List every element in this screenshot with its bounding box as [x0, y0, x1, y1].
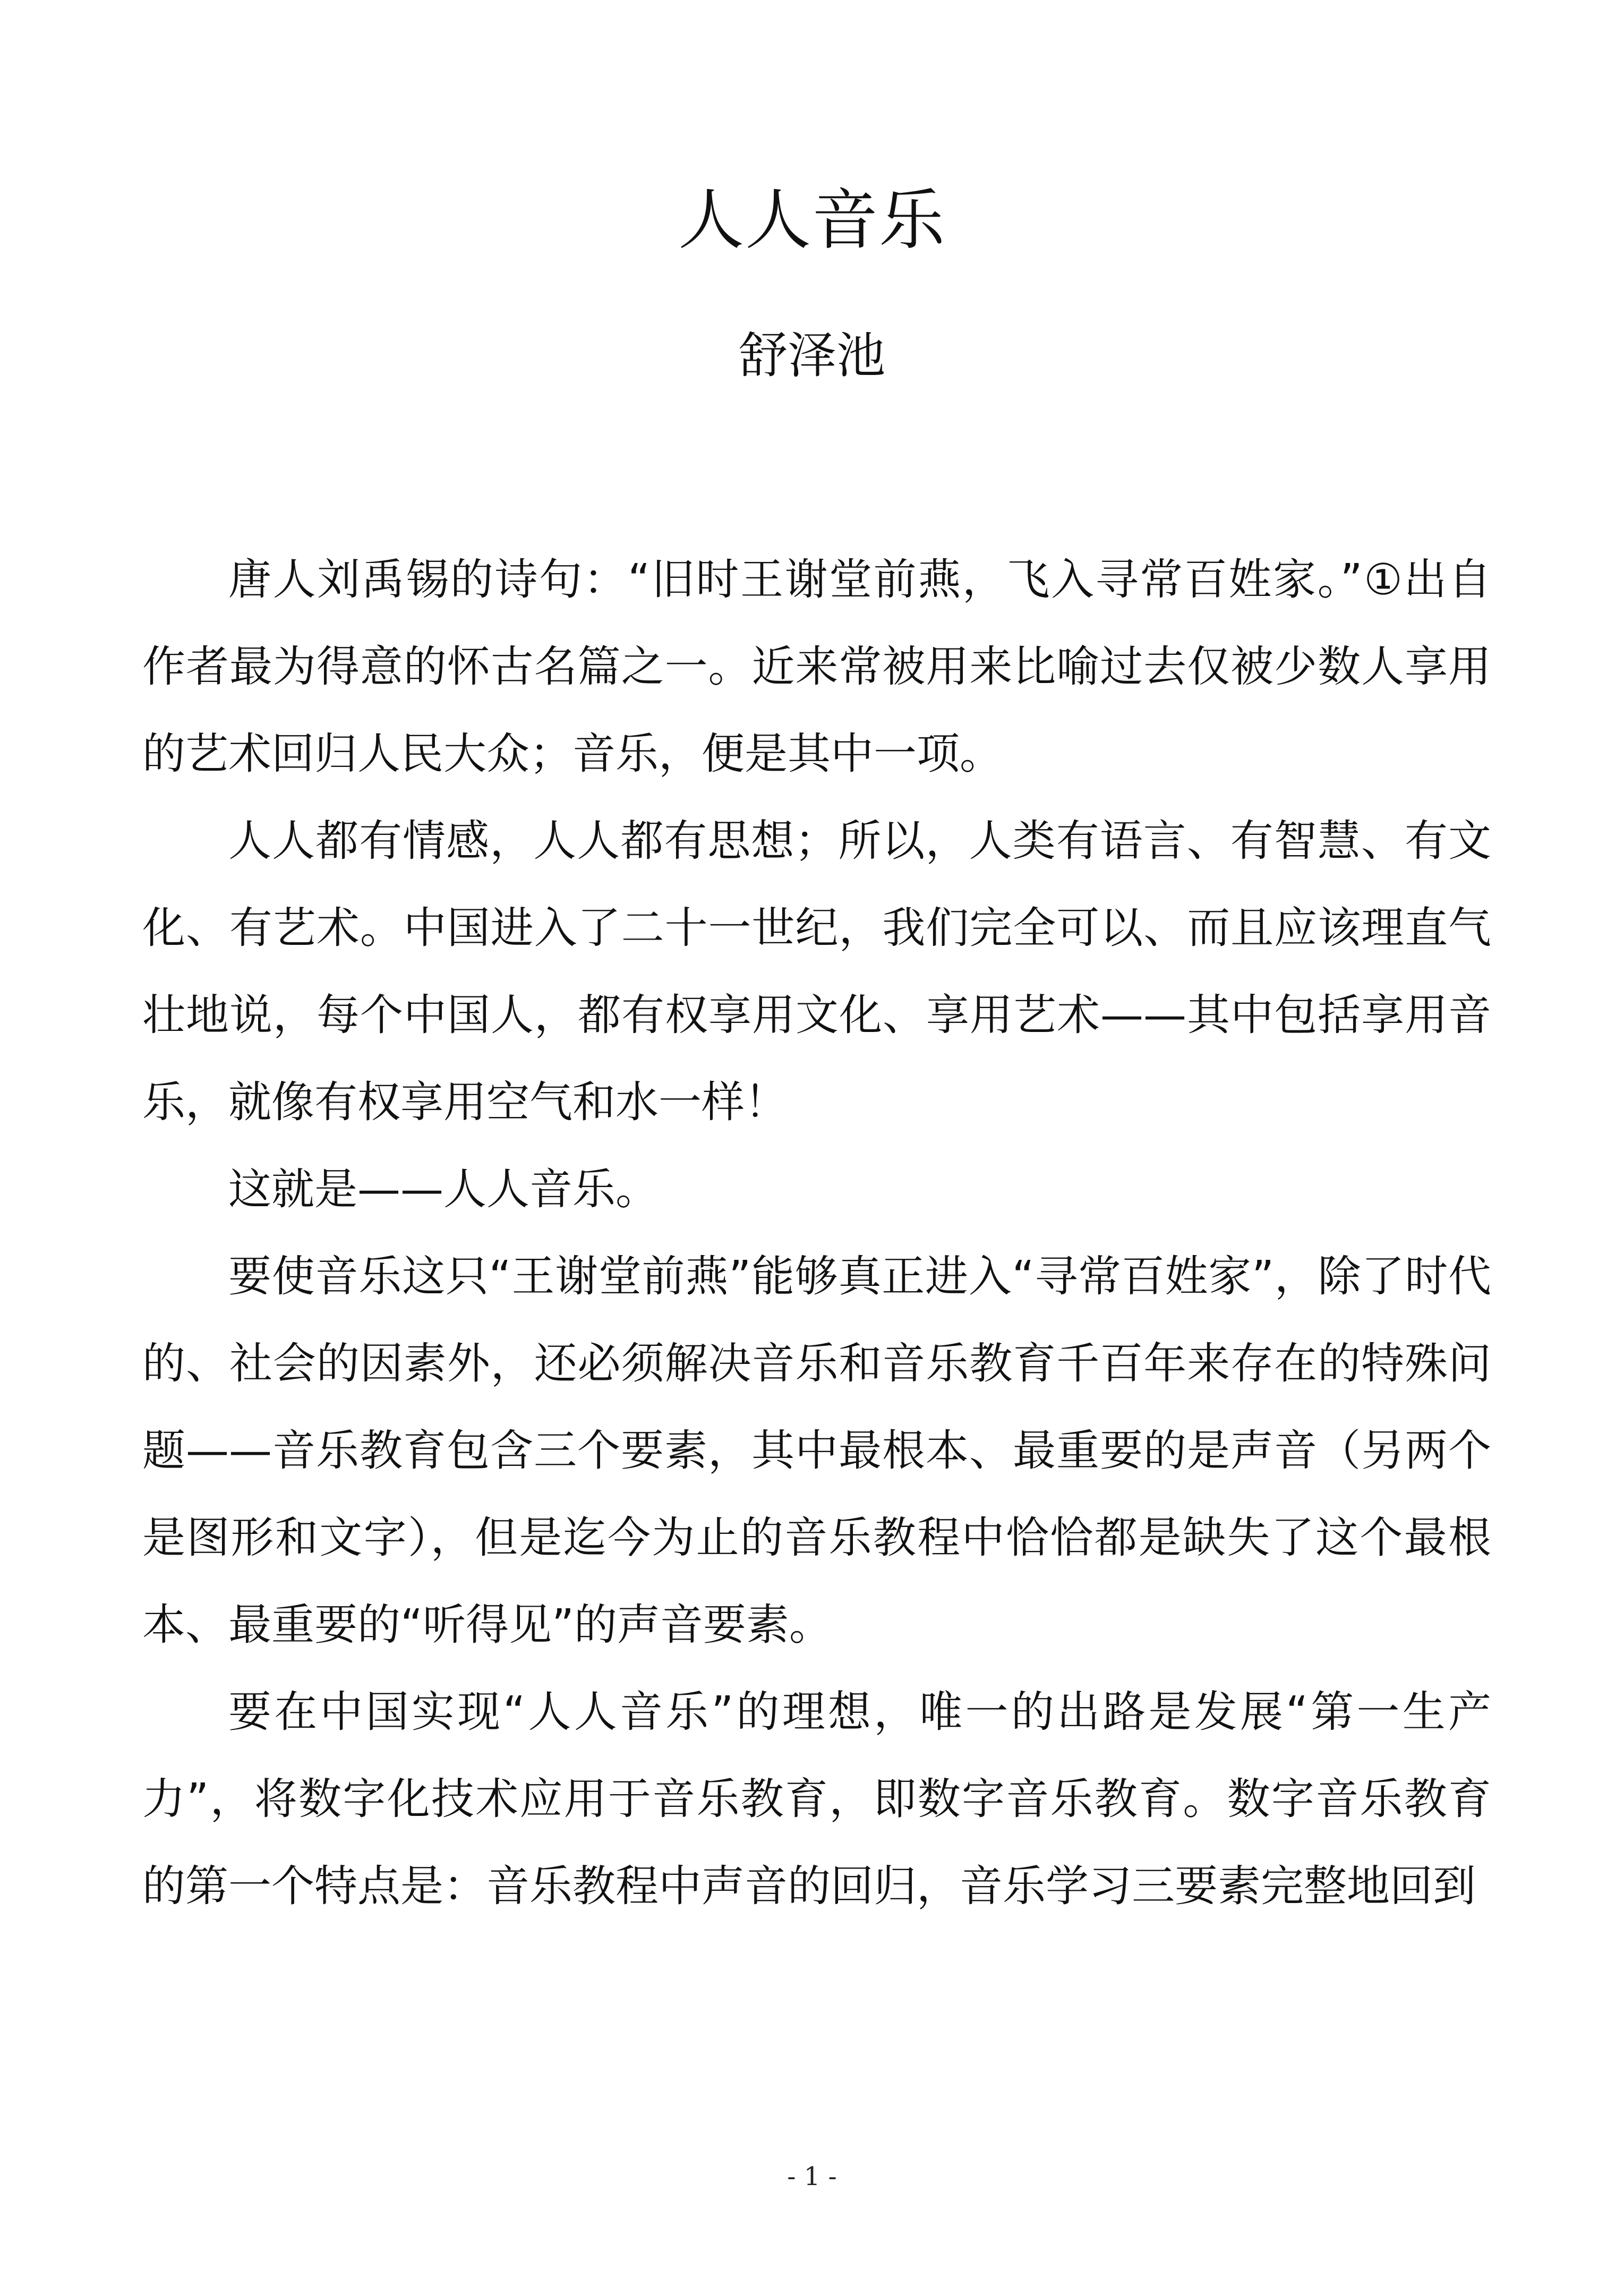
paragraph: 人人都有情感，人人都有思想；所以，人类有语言、有智慧、有文化、有艺术。中国进入了二十一世纪，我们完全可以、而且应该理直气壮地说，每个中国人，都有权享用文化、享用艺术——其中包括享用音乐，就像有权享用空气和水一样！	[142, 816, 1491, 1128]
paragraph: 唐人刘禹锡的诗句：“旧时王谢堂前燕，飞入寻常百姓家。”①出自作者最为得意的怀古名篇之一。近来常被用来比喻过去仅被少数人享用的艺术回归人民大众；音乐，便是其中一项。	[142, 555, 1491, 779]
paragraph: 要使音乐这只“王谢堂前燕”能够真正进入“寻常百姓家”，除了时代的、社会的因素外，还必须解决音乐和音乐教育千百年来存在的特殊问题——音乐教育包含三个要素，其中最根本、最重要的是声音（另两个是图形和文字），但是迄今为止的音乐教程中恰恰都是缺失了这个最根本、最重要的“听得见”的声音要素。	[142, 1252, 1491, 1650]
author-name: 舒泽池	[738, 327, 885, 384]
paragraph: 这就是——人人音乐。	[228, 1165, 659, 1215]
document-body	[142, 536, 1491, 1930]
document-title: 人人音乐	[678, 182, 946, 259]
page-number: - 1 -	[787, 2162, 837, 2191]
paragraph: 要在中国实现“人人音乐”的理想，唯一的出路是发展“第一生产力”，将数字化技术应用于音乐教育，即数字音乐教育。数字音乐教育的第一个特点是：音乐教程中声音的回归，音乐学习三要素完整地回到	[142, 1687, 1491, 1912]
